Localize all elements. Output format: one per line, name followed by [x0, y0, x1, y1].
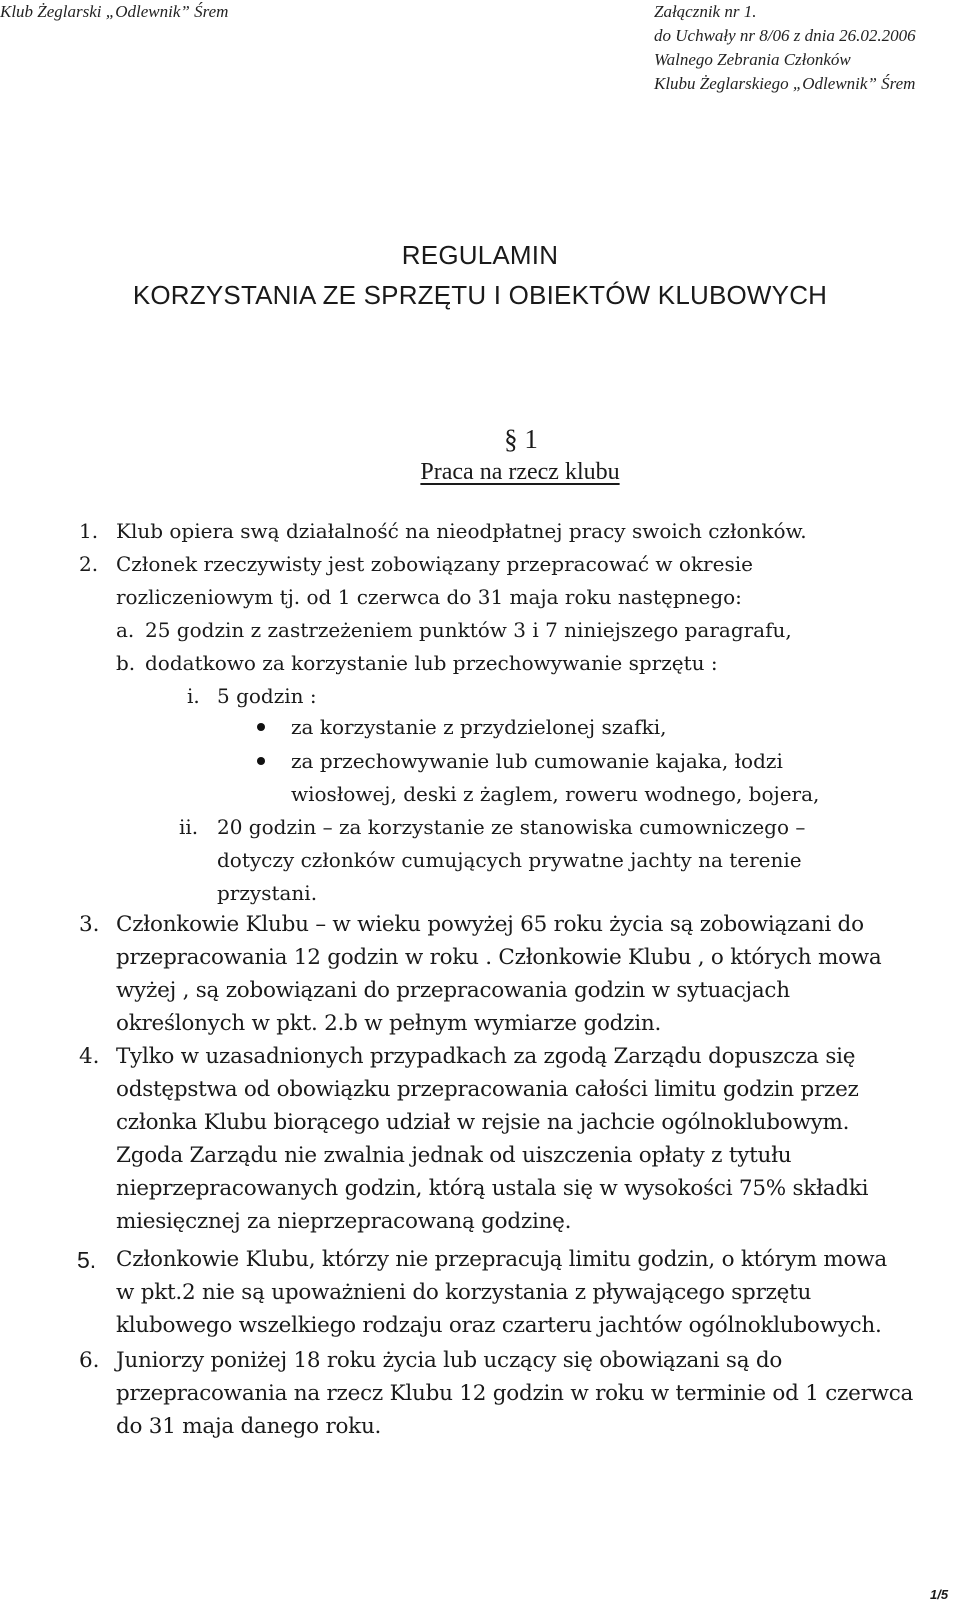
item-text: Członkowie Klubu, którzy nie przepracują limitu godzin, o którym mowa [116, 1247, 887, 1272]
item-text: Tylko w uzasadnionych przypadkach za zgodą Zarządu dopuszcza się [116, 1044, 856, 1069]
annex-reference [654, 0, 916, 96]
annex-line: Klubu Żeglarskiego „Odlewnik” Śrem [654, 74, 916, 93]
item-marker: 4. [79, 1044, 100, 1069]
annex-line: Walnego Zebrania Członków [654, 50, 851, 69]
item-marker: 6. [79, 1348, 100, 1373]
item-text: przepracowania 12 godzin w roku . Członkowie Klubu , o których mowa [116, 945, 882, 970]
bullet-icon [257, 723, 265, 731]
item-text: przepracowania na rzecz Klubu 12 godzin w roku w terminie od 1 czerwca [116, 1381, 914, 1406]
item-text: nieprzepracowanych godzin, którą ustala się w wysokości 75% składki [116, 1176, 869, 1201]
item-text: 25 godzin z zastrzeżeniem punktów 3 i 7 niniejszego paragrafu, [145, 618, 792, 642]
item-text: do 31 maja danego roku. [116, 1414, 382, 1439]
item-text: rozliczeniowym tj. od 1 czerwca do 31 maja roku następnego: [116, 585, 742, 609]
item-marker: i. [187, 684, 200, 708]
item-text: miesięcznej za nieprzepracowaną godzinę. [116, 1209, 572, 1234]
item-text: 5 godzin : [217, 684, 317, 708]
item-text: Zgoda Zarządu nie zwalnia jednak od uiszczenia opłaty z tytułu [116, 1143, 792, 1168]
section-number: § 1 [504, 424, 538, 454]
annex-line: Załącznik nr 1. [654, 2, 757, 21]
document-title: REGULAMIN [401, 240, 559, 270]
item-text: odstępstwa od obowiązku przepracowania całości limitu godzin przez [116, 1077, 859, 1102]
item-marker: 5. [77, 1247, 97, 1273]
page-number: 1/5 [930, 1587, 949, 1602]
item-text: Klub opiera swą działalność na nieodpłatnej pracy swoich członków. [116, 519, 807, 543]
item-text: Członkowie Klubu – w wieku powyżej 65 roku życia są zobowiązani do [116, 912, 864, 937]
item-text: przystani. [217, 881, 318, 905]
item-text: Członek rzeczywisty jest zobowiązany przepracować w okresie [116, 552, 753, 576]
item-text: dodatkowo za korzystanie lub przechowywanie sprzętu : [145, 651, 718, 675]
bullet-icon [257, 757, 265, 765]
item-text: dotyczy członków cumujących prywatne jachty na terenie [217, 848, 802, 872]
item-text: wyżej , są zobowiązani do przepracowania godzin w sytuacjach [116, 978, 790, 1003]
annex-line: do Uchwały nr 8/06 z dnia 26.02.2006 [654, 26, 916, 45]
item-text: Juniorzy poniżej 18 roku życia lub uczący się obowiązani są do [116, 1348, 783, 1373]
item-marker: 3. [79, 912, 100, 937]
item-text: wiosłowej, deski z żaglem, roweru wodnego, bojera, [291, 782, 820, 806]
item-marker: ii. [179, 815, 199, 839]
item-text: w pkt.2 nie są upoważnieni do korzystania z pływającego sprzętu [116, 1280, 812, 1305]
item-text: za przechowywanie lub cumowanie kajaka, łodzi [291, 749, 783, 773]
item-text: członka Klubu biorącego udział w rejsie na jachcie ogólnoklubowym. [116, 1110, 850, 1135]
item-text: za korzystanie z przydzielonej szafki, [291, 715, 667, 739]
item-text: określonych w pkt. 2.b w pełnym wymiarze godzin. [116, 1011, 662, 1036]
item-text: klubowego wszelkiego rodzaju oraz czarteru jachtów ogólnoklubowych. [116, 1313, 882, 1338]
club-name-header: Klub Żeglarski „Odlewnik” Śrem [0, 2, 229, 21]
item-marker: 2. [79, 552, 99, 576]
section-title: Praca na rzecz klubu [420, 459, 620, 485]
document-subtitle: KORZYSTANIA ZE SPRZĘTU I OBIEKTÓW KLUBOWYCH [132, 280, 828, 310]
item-marker: b. [116, 651, 136, 675]
item-marker: 1. [79, 519, 99, 543]
item-text: 20 godzin – za korzystanie ze stanowiska cumowniczego – [217, 815, 806, 839]
item-marker: a. [116, 618, 135, 642]
